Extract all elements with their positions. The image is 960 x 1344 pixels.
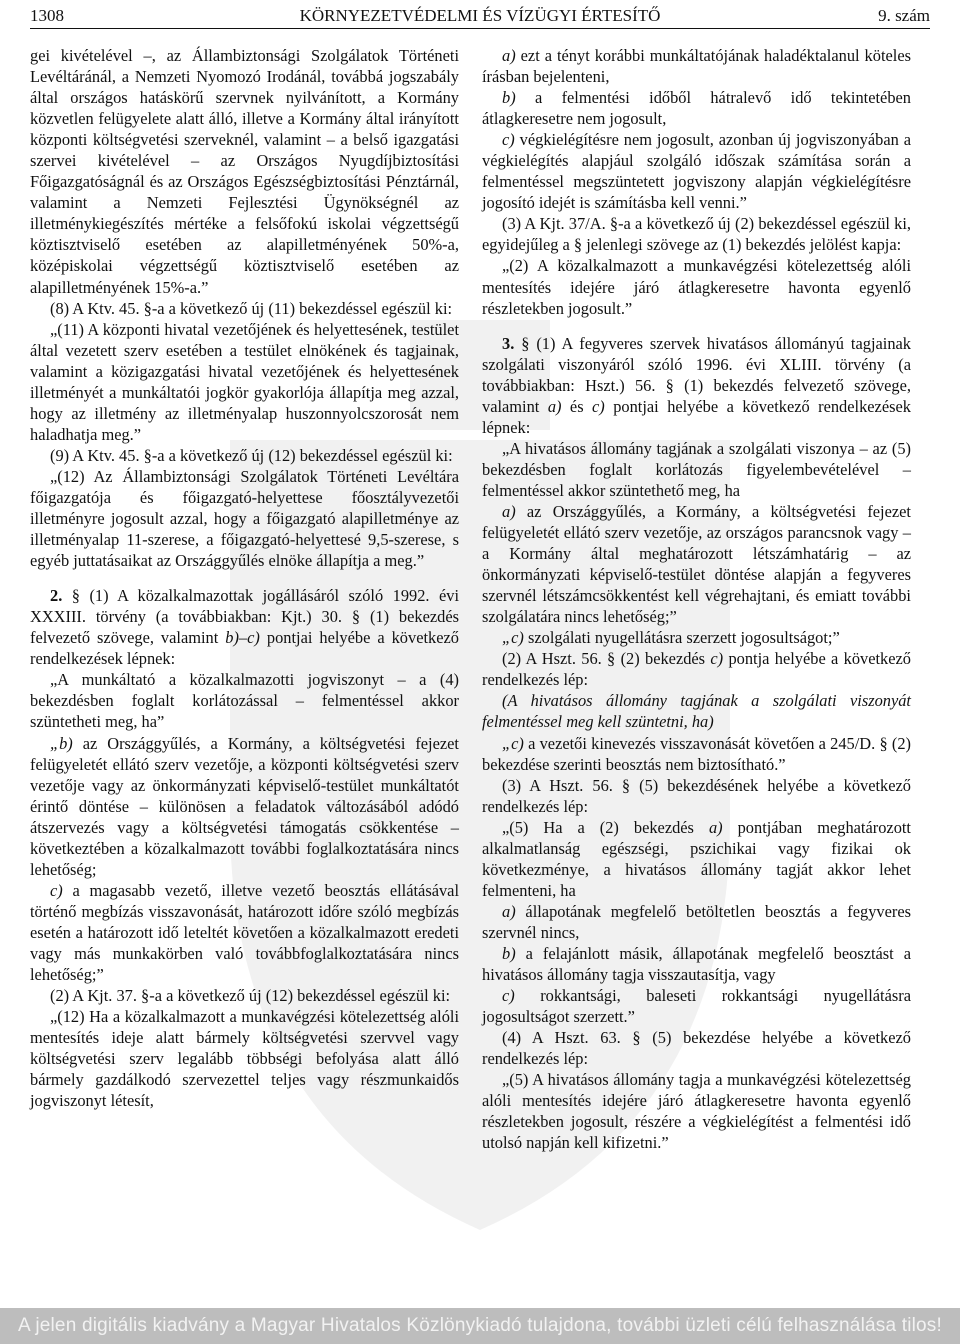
point-label: a) bbox=[708, 817, 723, 837]
paragraph: (2) A Kjt. 37. §-a a következő új (12) bekezdéssel egészül ki: bbox=[50, 986, 451, 1006]
point-label: c) bbox=[710, 649, 724, 669]
page-header bbox=[30, 6, 930, 30]
paragraph bbox=[482, 129, 911, 213]
point-label: „c) bbox=[502, 628, 524, 648]
point-text: az Országgyűlés, a Kormány, a költségvetési fejezet felügyeletét ellátó szerv vezetője, a központi költségvetési szerv vezetője vagy az önkormányzati képviselő-testület munkáltatót érintő döntése – különösen a feladatok változásából adódó átszervezés vagy a költségvetési támogatás csökkentése – következtében a közalkalmazott további foglalkoztatására nincs lehetőség; bbox=[30, 733, 459, 879]
point-text: végkielégítésre nem jogosult, azonban új jogviszonyában a végkielégítés alapjául szolgáló időszak számítása során a felmentéssel megszüntetett jogviszony alapján végkielégítésre jogosító idejét is számításba kell venni.” bbox=[482, 130, 911, 213]
point-text: a vezetői kinevezés visszavonását követően a 245/D. § (2) bekezdése szerinti beosztás nem biztosítható.” bbox=[482, 733, 911, 774]
paragraph: gei kivételével –, az Állambiztonsági Szolgálatok Történeti Levéltáránál, a Nemzeti Nyomozó Irodánál, továbbá jogszabály által országos hatáskörű szervnek nyilvánított, a Kormány közvetlen felügyelete alatt álló, illetve a Kormány által irányított központi költségvetési szerveknél, valamint – a belső igazgatási szervei kivételével – az Országos Nyugdíjbiztosítási Főigazgatóságnál és az Országos Egészségbiztosítási Pénztárnál, valamint a Nemzeti Fejlesztési Ügynökségnél az illetménykiegészítés mértéke a felsőfokú iskolai végzettségű köztisztviselő esetében az alapilletményének 50%-a, középiskolai végzettségű köztisztviselő esetében az alapilletményének 15%-a.” bbox=[30, 46, 459, 297]
paragraph: „A munkáltató a közalkalmazotti jogviszonyt – a (4) bekezdésben foglalt korlátozással – felmentéssel akkor szüntetheti meg, ha” bbox=[30, 670, 459, 732]
italic-ref: a) bbox=[547, 396, 562, 416]
journal-title: KÖRNYEZETVÉDELMI ÉS VÍZÜGYI ÉRTESÍTŐ bbox=[299, 6, 661, 25]
section-text: pontjai helyébe a következő rendelkezések lépnek: bbox=[30, 628, 459, 669]
point-label: „c) bbox=[502, 733, 524, 753]
section-text: és bbox=[569, 396, 584, 416]
section-symbol: § bbox=[71, 586, 80, 606]
paragraph bbox=[482, 627, 911, 648]
point-text: pontjában meghatározott alkalmatlanság egészségi, pszichikai vagy fizikai ok következménye, a hivatásos állomány tagját akkor lehet felmenteni, ha bbox=[482, 817, 911, 900]
paragraph: (4) A Hszt. 63. § (5) bekezdése helyébe a következő rendelkezés lép: bbox=[482, 1028, 911, 1069]
right-column bbox=[482, 45, 911, 1153]
point-label: a) bbox=[502, 46, 516, 65]
paragraph: „(2) A közalkalmazott a munkavégzési kötelezettség alóli mentesítés idejére járó átlagkeresetre havonta egyenlő részletekben jogosult.” bbox=[482, 256, 911, 318]
point-text: az Országgyűlés, a Kormány, a költségvetési fejezet felügyeletét ellátó szerv vezetője, az országos parancsnok vagy – a Kormány által meghatározott létszámhatárig – az önkormányzati képviselő-testület döntése alapján a fegyveres szervnél létszámcsökkentést kell végrehajtani, és emiatt további szolgálatára nincs lehetőség;” bbox=[482, 501, 911, 627]
italic-paragraph: (A hivatásos állomány tagjának a szolgálati viszonyát felmentéssel meg kell szüntetni, ha) bbox=[482, 691, 911, 732]
section-text: (1) A fegyveres szervek hivatásos állományú tagjainak szolgálati viszonyáról szóló 1996. évi XLIII. törvény (a továbbiakban: Hszt.) 56. § (1) bekezdés felvezető szövege, valamint bbox=[482, 333, 911, 416]
point-text: a magasabb vezető, illetve vezető beosztás ellátásával történő megbízás visszavonását, határozott időre szóló megbízás esetén a határozott idő leteltét követően a közalkalmazott eredeti vagy más munkakörben való továbbfoglalkoztatására nincs lehetőség;” bbox=[30, 880, 460, 985]
issue-number: 9. szám bbox=[878, 6, 930, 25]
paragraph bbox=[30, 880, 459, 985]
paragraph: „(5) A hivatásos állomány tagja a munkavégzési kötelezettség alóli mentesítés idejére járó átlagkeresetre havonta egyenlő részletekben jogosult, részére a végkielégítést a felmentési idő utolsó napján kell kifizetni.” bbox=[482, 1070, 911, 1153]
paragraph bbox=[482, 901, 911, 943]
paragraph bbox=[30, 733, 459, 880]
paragraph bbox=[482, 690, 911, 732]
section-3-heading bbox=[482, 333, 911, 438]
section-number: 3. bbox=[502, 333, 515, 353]
paragraph bbox=[482, 943, 911, 985]
paragraph bbox=[482, 501, 911, 627]
section-text: (1) A közalkalmazottak jogállásáról szóló 1992. évi XXXIII. törvény (a továbbiakban: Kjt.) 30. § (1) bekezdés felvezető szövege, valamint bbox=[30, 586, 459, 648]
point-text: szolgálati nyugellátásra szerzett jogosultságot;” bbox=[527, 628, 840, 648]
point-text: „(5) Ha a (2) bekezdés bbox=[502, 817, 694, 837]
point-label: „b) bbox=[50, 733, 73, 753]
paragraph bbox=[482, 648, 911, 690]
point-label: a) bbox=[502, 901, 516, 921]
point-label: c) bbox=[502, 986, 515, 1006]
point-label: b) bbox=[502, 88, 516, 108]
italic-ref: c) bbox=[592, 396, 605, 416]
paragraph bbox=[482, 733, 911, 775]
section-number: 2. bbox=[50, 586, 63, 606]
page-number: 1308 bbox=[30, 6, 64, 25]
paragraph: „(11) A központi hivatal vezetőjének és helyettesének, testület által vezetett szerv esetében a testület elnökének és tagjainak, valamint a közigazgatási hivatal vezetőjének és helyettesének illetményét a munkáltatói jogkör gyakorlója állapítja meg azzal, hogy az illetmény az illetményalap huszonnyolcszorosát nem haladhatja meg.” bbox=[30, 319, 459, 444]
paragraph: „A hivatásos állomány tagjának a szolgálati viszonya – az (5) bekezdésben foglalt korlátozás figyelembevételével – felmentéssel akkor szüntethető meg, ha bbox=[482, 438, 911, 500]
paragraph: (3) A Kjt. 37/A. §-a a következő új (2) bekezdéssel egészül ki, egyidejűleg a § jelenlegi szövege az (1) bekezdés jelölést kapja: bbox=[482, 214, 911, 255]
point-text: a felmentési időből hátralevő idő tekintetében átlagkeresetre nem jogosult, bbox=[482, 88, 912, 129]
paragraph bbox=[482, 45, 911, 87]
point-text: pontja helyébe a következő rendelkezés lép: bbox=[482, 649, 911, 690]
paragraph bbox=[482, 87, 911, 129]
paragraph: (3) A Hszt. 56. § (5) bekezdésének helyébe a következő rendelkezés lép: bbox=[482, 775, 911, 816]
point-text: ezt a tényt korábbi munkáltatójának haladéktalanul köteles írásban bejelenteni, bbox=[482, 46, 911, 87]
point-label: b) bbox=[502, 943, 516, 963]
left-column bbox=[30, 45, 459, 1111]
point-label: c) bbox=[502, 130, 515, 150]
paragraph bbox=[482, 985, 911, 1027]
point-text: a felajánlott másik, állapotának megfelelő beosztást a hivatásos állomány tagja visszautasítja, vagy bbox=[482, 943, 911, 985]
section-symbol: § bbox=[521, 333, 530, 353]
italic-ref: b)–c) bbox=[225, 628, 260, 648]
section-2-heading bbox=[30, 585, 459, 669]
copyright-footer: A jelen digitális kiadvány a Magyar Hivatalos Közlönykiadó tulajdona, további üzleti célú felhasználása tilos! bbox=[0, 1308, 960, 1344]
point-text: rokkantsági, baleseti rokkantsági nyugellátásra jogosultságot szerzett.” bbox=[482, 986, 911, 1027]
point-label: a) bbox=[502, 501, 516, 521]
paragraph: (8) A Ktv. 45. §-a a következő új (11) bekezdéssel egészül ki: bbox=[50, 298, 453, 318]
point-text: (2) A Hszt. 56. § (2) bekezdés bbox=[502, 649, 706, 669]
paragraph: (9) A Ktv. 45. §-a a következő új (12) bekezdéssel egészül ki: bbox=[50, 445, 453, 465]
paragraph: „(12) Az Állambiztonsági Szolgálatok Történeti Levéltára főigazgatója és főigazgató-helyettese főosztályvezetői illetményre jogosult azzal, hogy a főigazgató alapilletménye az illetményalap 11-szerese, a főigazgató-helyettesé 9,5-szerese, s egyéb juttatásaikat az Országgyűlés elnöke állapítja a meg.” bbox=[30, 466, 459, 571]
paragraph bbox=[482, 817, 911, 901]
point-text: állapotának megfelelő betöltetlen beosztás a fegyveres szervnél nincs, bbox=[482, 901, 911, 942]
point-label: c) bbox=[50, 880, 63, 900]
header-rule bbox=[30, 28, 930, 29]
paragraph: „(12) Ha a közalkalmazott a munkavégzési kötelezettség alóli mentesítés ideje alatt bármely költségvetési szervvel vagy költségvetési szerv legalább többségi befolyása alatt álló bármely gazdálkodó szervezettel teljes vagy részmunkaidős jogviszonyt létesít, bbox=[30, 1007, 459, 1111]
section-text: pontjai helyébe a következő rendelkezések lépnek: bbox=[482, 396, 911, 437]
